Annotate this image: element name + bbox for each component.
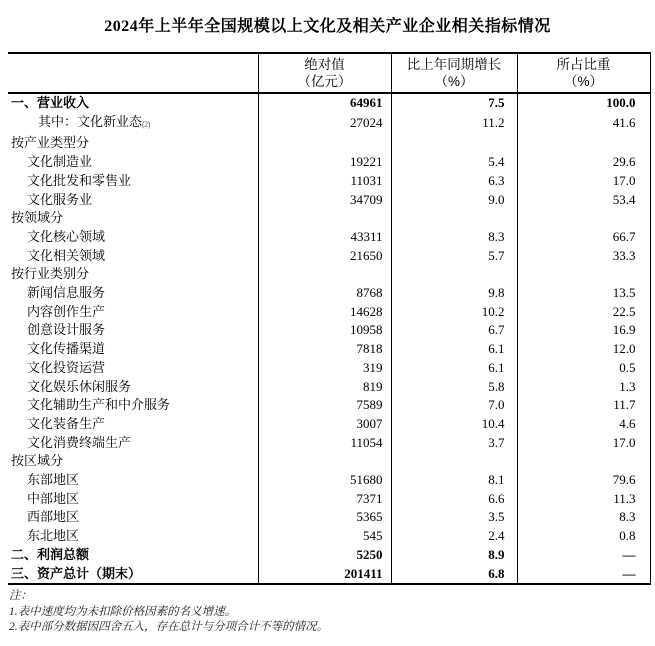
table-row bbox=[8, 471, 650, 490]
cell-abs bbox=[258, 265, 391, 284]
cell-abs: 11031 bbox=[258, 172, 391, 191]
cell-growth: 8.3 bbox=[391, 228, 517, 247]
indicator-label-text: 按区域分 bbox=[11, 453, 64, 469]
cell-abs: 7371 bbox=[258, 490, 391, 509]
header-absolute-line2: （亿元） bbox=[297, 74, 352, 89]
cell-growth bbox=[391, 452, 517, 471]
table-row bbox=[8, 546, 650, 565]
cell-growth: 7.0 bbox=[391, 396, 517, 415]
header-growth-line2: （%） bbox=[434, 74, 474, 89]
cell-indicator-label bbox=[8, 471, 258, 490]
cell-share: 12.0 bbox=[517, 340, 650, 359]
cell-indicator-label bbox=[8, 284, 258, 303]
table-row bbox=[8, 527, 650, 546]
table-row bbox=[8, 378, 650, 397]
table-row bbox=[8, 396, 650, 415]
header-absolute-line1: 绝对值 bbox=[304, 57, 345, 72]
cell-abs: 5250 bbox=[258, 546, 391, 565]
cell-abs: 43311 bbox=[258, 228, 391, 247]
table-row bbox=[8, 434, 650, 453]
cell-share: 41.6 bbox=[517, 113, 650, 135]
indicator-label-text: 新闻信息服务 bbox=[27, 285, 106, 301]
indicator-label-text: 东北地区 bbox=[27, 528, 80, 544]
table-row bbox=[8, 209, 650, 228]
cell-abs bbox=[258, 134, 391, 153]
indicator-label-text: 文化装备生产 bbox=[27, 415, 106, 431]
header-share bbox=[517, 53, 650, 93]
table-row bbox=[8, 113, 650, 135]
cell-share: 33.3 bbox=[517, 247, 650, 266]
indicator-label-text: 内容创作生产 bbox=[27, 303, 106, 319]
notes-label: 注： bbox=[9, 590, 32, 603]
cell-growth: 6.3 bbox=[391, 172, 517, 191]
cell-share: 16.9 bbox=[517, 321, 650, 340]
notes-section bbox=[9, 589, 655, 636]
indicator-label-text: 按行业类别分 bbox=[11, 266, 90, 282]
table-row bbox=[8, 284, 650, 303]
indicator-label-text: 文化核心领域 bbox=[27, 228, 106, 244]
cell-indicator-label bbox=[8, 359, 258, 378]
cell-growth: 5.4 bbox=[391, 153, 517, 172]
table-row bbox=[8, 191, 650, 210]
cell-share: 0.8 bbox=[517, 527, 650, 546]
cell-share bbox=[517, 209, 650, 228]
note-item-2: 2.表中部分数据因四舍五入，存在总计与分项合计不等的情况。 bbox=[9, 621, 329, 634]
cell-share: 11.7 bbox=[517, 396, 650, 415]
cell-indicator-label bbox=[8, 434, 258, 453]
cell-growth: 8.9 bbox=[391, 546, 517, 565]
cell-abs: 3007 bbox=[258, 415, 391, 434]
cell-indicator-label bbox=[8, 452, 258, 471]
cell-abs: 7818 bbox=[258, 340, 391, 359]
cell-growth: 10.2 bbox=[391, 303, 517, 322]
cell-abs bbox=[258, 452, 391, 471]
indicator-label-text: 文化服务业 bbox=[27, 191, 93, 207]
note-reference: (2) bbox=[142, 119, 150, 129]
indicator-label-text: 中部地区 bbox=[27, 490, 80, 506]
cell-indicator-label bbox=[8, 191, 258, 210]
table-row bbox=[8, 265, 650, 284]
indicator-label-text: 二、利润总额 bbox=[11, 546, 90, 562]
indicator-label-text: 一、营业收入 bbox=[11, 95, 90, 110]
cell-abs: 5365 bbox=[258, 508, 391, 527]
cell-growth: 3.7 bbox=[391, 434, 517, 453]
cell-growth: 3.5 bbox=[391, 508, 517, 527]
indicator-label-text: 三、资产总计（期末） bbox=[11, 565, 142, 581]
cell-growth: 5.7 bbox=[391, 247, 517, 266]
indicator-label-text: 其中：文化新业态 bbox=[38, 113, 143, 129]
cell-share: 100.0 bbox=[517, 93, 650, 113]
table-row bbox=[8, 153, 650, 172]
cell-share: 0.5 bbox=[517, 359, 650, 378]
indicator-label-text: 西部地区 bbox=[27, 509, 80, 525]
cell-growth: 9.0 bbox=[391, 191, 517, 210]
cell-growth: 6.8 bbox=[391, 565, 517, 585]
cell-indicator-label bbox=[8, 113, 258, 135]
table-row bbox=[8, 93, 650, 113]
table-row bbox=[8, 508, 650, 527]
cell-growth: 8.1 bbox=[391, 471, 517, 490]
indicator-label-text: 文化娱乐休闲服务 bbox=[27, 378, 132, 394]
cell-abs: 51680 bbox=[258, 471, 391, 490]
cell-abs: 21650 bbox=[258, 247, 391, 266]
cell-share: 66.7 bbox=[517, 228, 650, 247]
cell-abs: 819 bbox=[258, 378, 391, 397]
table-row bbox=[8, 340, 650, 359]
cell-indicator-label bbox=[8, 396, 258, 415]
cell-growth: 5.8 bbox=[391, 378, 517, 397]
page-title: 2024年上半年全国规模以上文化及相关产业企业相关指标情况 bbox=[104, 18, 551, 35]
header-share-line1: 所占比重 bbox=[556, 57, 611, 72]
cell-share: 8.3 bbox=[517, 508, 650, 527]
table-row bbox=[8, 228, 650, 247]
table-row bbox=[8, 172, 650, 191]
cell-indicator-label bbox=[8, 321, 258, 340]
cell-abs: 7589 bbox=[258, 396, 391, 415]
cell-growth: 7.5 bbox=[391, 93, 517, 113]
indicator-label-text: 文化制造业 bbox=[27, 154, 93, 170]
cell-abs: 19221 bbox=[258, 153, 391, 172]
cell-abs: 34709 bbox=[258, 191, 391, 210]
cell-share: 17.0 bbox=[517, 434, 650, 453]
cell-abs: 10958 bbox=[258, 321, 391, 340]
cell-indicator-label bbox=[8, 415, 258, 434]
indicator-label-text: 按领域分 bbox=[11, 210, 64, 226]
cell-share: — bbox=[517, 565, 650, 585]
indicator-label-text: 文化批发和零售业 bbox=[27, 172, 132, 188]
cell-growth: 9.8 bbox=[391, 284, 517, 303]
cell-abs: 11054 bbox=[258, 434, 391, 453]
cell-abs: 8768 bbox=[258, 284, 391, 303]
indicators-table bbox=[8, 52, 651, 585]
cell-abs: 319 bbox=[258, 359, 391, 378]
header-growth-line1: 比上年同期增长 bbox=[406, 57, 502, 72]
indicator-label-text: 文化相关领域 bbox=[27, 247, 106, 263]
cell-abs: 14628 bbox=[258, 303, 391, 322]
indicator-label-text: 创意设计服务 bbox=[27, 322, 106, 338]
cell-abs: 64961 bbox=[258, 93, 391, 113]
cell-share: 13.5 bbox=[517, 284, 650, 303]
cell-growth: 6.1 bbox=[391, 340, 517, 359]
header-growth bbox=[391, 53, 517, 93]
header-share-line2: （%） bbox=[563, 74, 603, 89]
table-row bbox=[8, 452, 650, 471]
cell-indicator-label bbox=[8, 565, 258, 585]
indicator-label-text: 东部地区 bbox=[27, 472, 80, 488]
indicator-label-text: 文化传播渠道 bbox=[27, 341, 106, 357]
cell-growth bbox=[391, 134, 517, 153]
table-row bbox=[8, 565, 650, 585]
cell-growth: 6.1 bbox=[391, 359, 517, 378]
cell-share: 29.6 bbox=[517, 153, 650, 172]
cell-indicator-label bbox=[8, 546, 258, 565]
table-row bbox=[8, 359, 650, 378]
cell-indicator-label bbox=[8, 134, 258, 153]
cell-growth bbox=[391, 265, 517, 284]
cell-indicator-label bbox=[8, 303, 258, 322]
note-item-1: 1.表中速度均为未扣除价格因素的名义增速。 bbox=[9, 605, 237, 618]
cell-share: 1.3 bbox=[517, 378, 650, 397]
cell-share bbox=[517, 134, 650, 153]
cell-growth: 11.2 bbox=[391, 113, 517, 135]
cell-share: 22.5 bbox=[517, 303, 650, 322]
header-absolute-value bbox=[258, 53, 391, 93]
cell-indicator-label bbox=[8, 340, 258, 359]
cell-share: 11.3 bbox=[517, 490, 650, 509]
cell-share: 4.6 bbox=[517, 415, 650, 434]
cell-abs: 545 bbox=[258, 527, 391, 546]
cell-indicator-label bbox=[8, 378, 258, 397]
cell-indicator-label bbox=[8, 172, 258, 191]
cell-indicator-label bbox=[8, 265, 258, 284]
cell-indicator-label bbox=[8, 247, 258, 266]
header-indicator-empty bbox=[8, 53, 258, 93]
cell-growth: 6.7 bbox=[391, 321, 517, 340]
cell-indicator-label bbox=[8, 209, 258, 228]
header-row bbox=[8, 53, 650, 93]
table-row bbox=[8, 247, 650, 266]
cell-abs: 27024 bbox=[258, 113, 391, 135]
cell-growth: 6.6 bbox=[391, 490, 517, 509]
indicator-label-text: 文化辅助生产和中介服务 bbox=[27, 397, 171, 413]
cell-indicator-label bbox=[8, 93, 258, 113]
cell-share bbox=[517, 452, 650, 471]
cell-growth bbox=[391, 209, 517, 228]
cell-share: 79.6 bbox=[517, 471, 650, 490]
cell-share: 53.4 bbox=[517, 191, 650, 210]
cell-indicator-label bbox=[8, 228, 258, 247]
cell-growth: 2.4 bbox=[391, 527, 517, 546]
cell-indicator-label bbox=[8, 508, 258, 527]
table-row bbox=[8, 303, 650, 322]
table-row bbox=[8, 134, 650, 153]
cell-abs bbox=[258, 209, 391, 228]
indicator-label-text: 文化消费终端生产 bbox=[27, 434, 132, 450]
cell-indicator-label bbox=[8, 153, 258, 172]
indicator-label-text: 按产业类型分 bbox=[11, 135, 90, 151]
cell-share bbox=[517, 265, 650, 284]
indicator-label-text: 文化投资运营 bbox=[27, 359, 106, 375]
table-row bbox=[8, 415, 650, 434]
cell-growth: 10.4 bbox=[391, 415, 517, 434]
cell-share: — bbox=[517, 546, 650, 565]
cell-share: 17.0 bbox=[517, 172, 650, 191]
cell-abs: 201411 bbox=[258, 565, 391, 585]
table-row bbox=[8, 321, 650, 340]
cell-indicator-label bbox=[8, 527, 258, 546]
table-row bbox=[8, 490, 650, 509]
cell-indicator-label bbox=[8, 490, 258, 509]
